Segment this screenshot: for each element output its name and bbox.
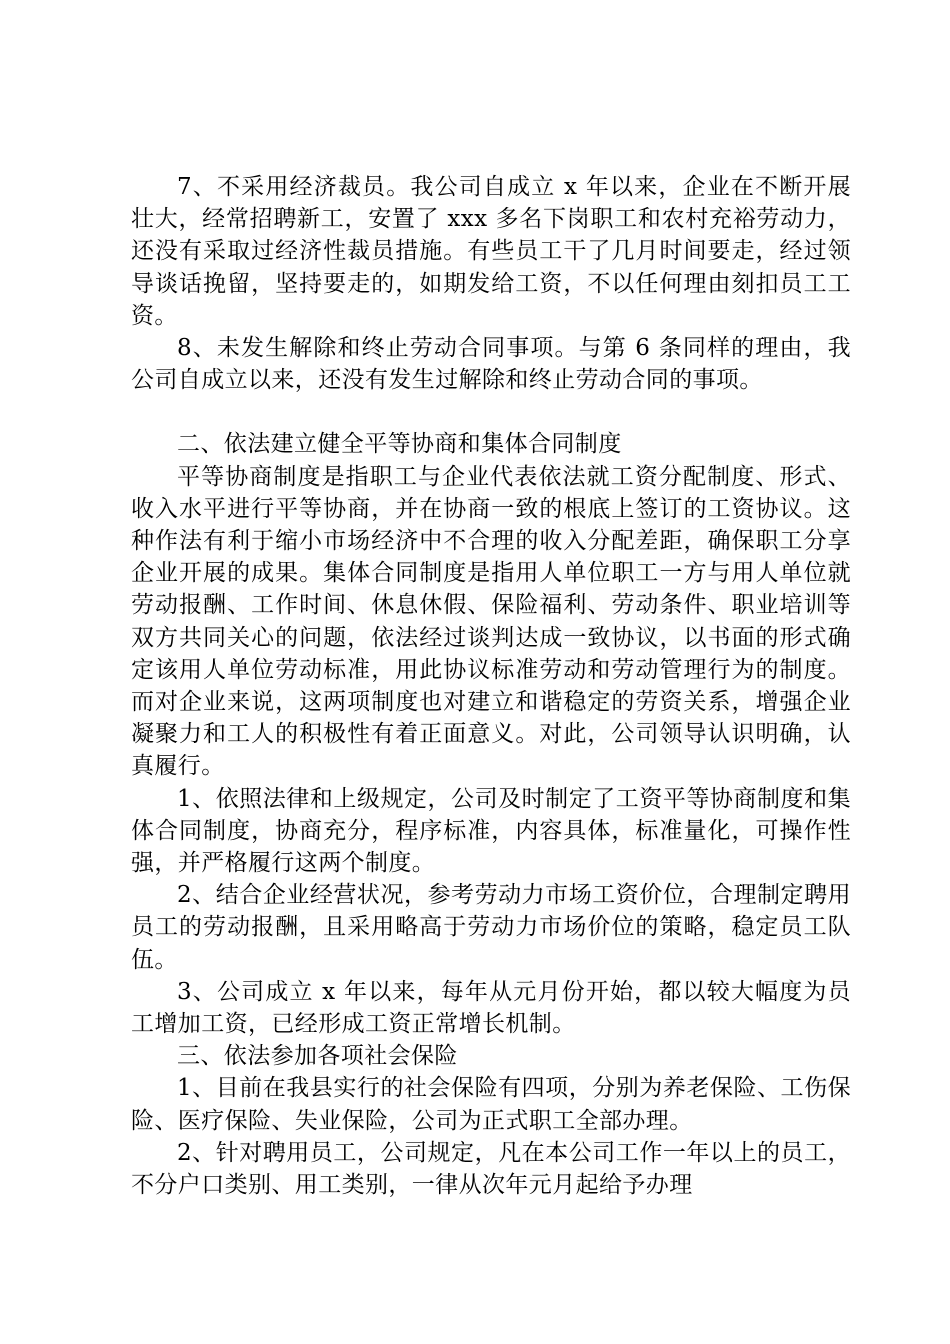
document-page <box>131 171 851 1201</box>
paragraph-item-8: 8、未发生解除和终止劳动合同事项。与第 6 条同样的理由，我公司自成立以来，还没有发生过解除和终止劳动合同的事项。 <box>131 335 851 394</box>
section-2-item-2: 2、结合企业经营状况，参考劳动力市场工资价位，合理制定聘用员工的劳动报酬，且采用略高于劳动力市场价位的策略，稳定员工队伍。 <box>131 882 851 973</box>
section-3-item-1: 1、目前在我县实行的社会保险有四项，分别为养老保险、工伤保险、医疗保险、失业保险，公司为正式职工全部办理。 <box>131 1075 851 1134</box>
section-2-heading: 二、依法建立健全平等协商和集体合同制度 <box>177 431 622 458</box>
section-3-item-2: 2、针对聘用员工，公司规定，凡在本公司工作一年以上的员工，不分户口类别、用工类别，一律从次年元月起给予办理 <box>131 1139 851 1199</box>
section-2-item-1: 1、依照法律和上级规定，公司及时制定了工资平等协商制度和集体合同制度，协商充分，程序标准，内容具体，标准量化，可操作性强，并严格履行这两个制度。 <box>131 785 851 877</box>
section-spacer <box>131 396 851 428</box>
section-2-item-3: 3、公司成立 x 年以来，每年从元月份开始，都以较大幅度为员工增加工资，已经形成工资正常增长机制。 <box>131 978 851 1038</box>
paragraph-item-7: 7、不采用经济裁员。我公司自成立 x 年以来，企业在不断开展壮大，经常招聘新工，安置了 xxx 多名下岗职工和农村充裕劳动力，还没有采取过经济性裁员措施。有些员工干了几月时间要走，经过领导谈话挽留，坚持要走的，如期发给工资，不以任何理由刻扣员工工资。 <box>131 174 851 329</box>
section-2-body: 平等协商制度是指职工与企业代表依法就工资分配制度、形式、收入水平进行平等协商，并在协商一致的根底上签订的工资协议。这种作法有利于缩小市场经济中不合理的收入分配差距，确保职工分享企业开展的成果。集体合同制度是指用人单位职工一方与用人单位就劳动报酬、工作时间、休息休假、保险福利、劳动条件、职业培训等双方共同关心的问题，依法经过谈判达成一致协议，以书面的形式确定该用人单位劳动标准，用此协议标准劳动和劳动管理行为的制度。而对企业来说，这两项制度也对建立和谐稳定的劳资关系，增强企业凝聚力和工人的积极性有着正面意义。对此，公司领导认识明确，认真履行。 <box>131 463 851 780</box>
section-3-heading: 三、依法参加各项社会保险 <box>177 1043 458 1070</box>
